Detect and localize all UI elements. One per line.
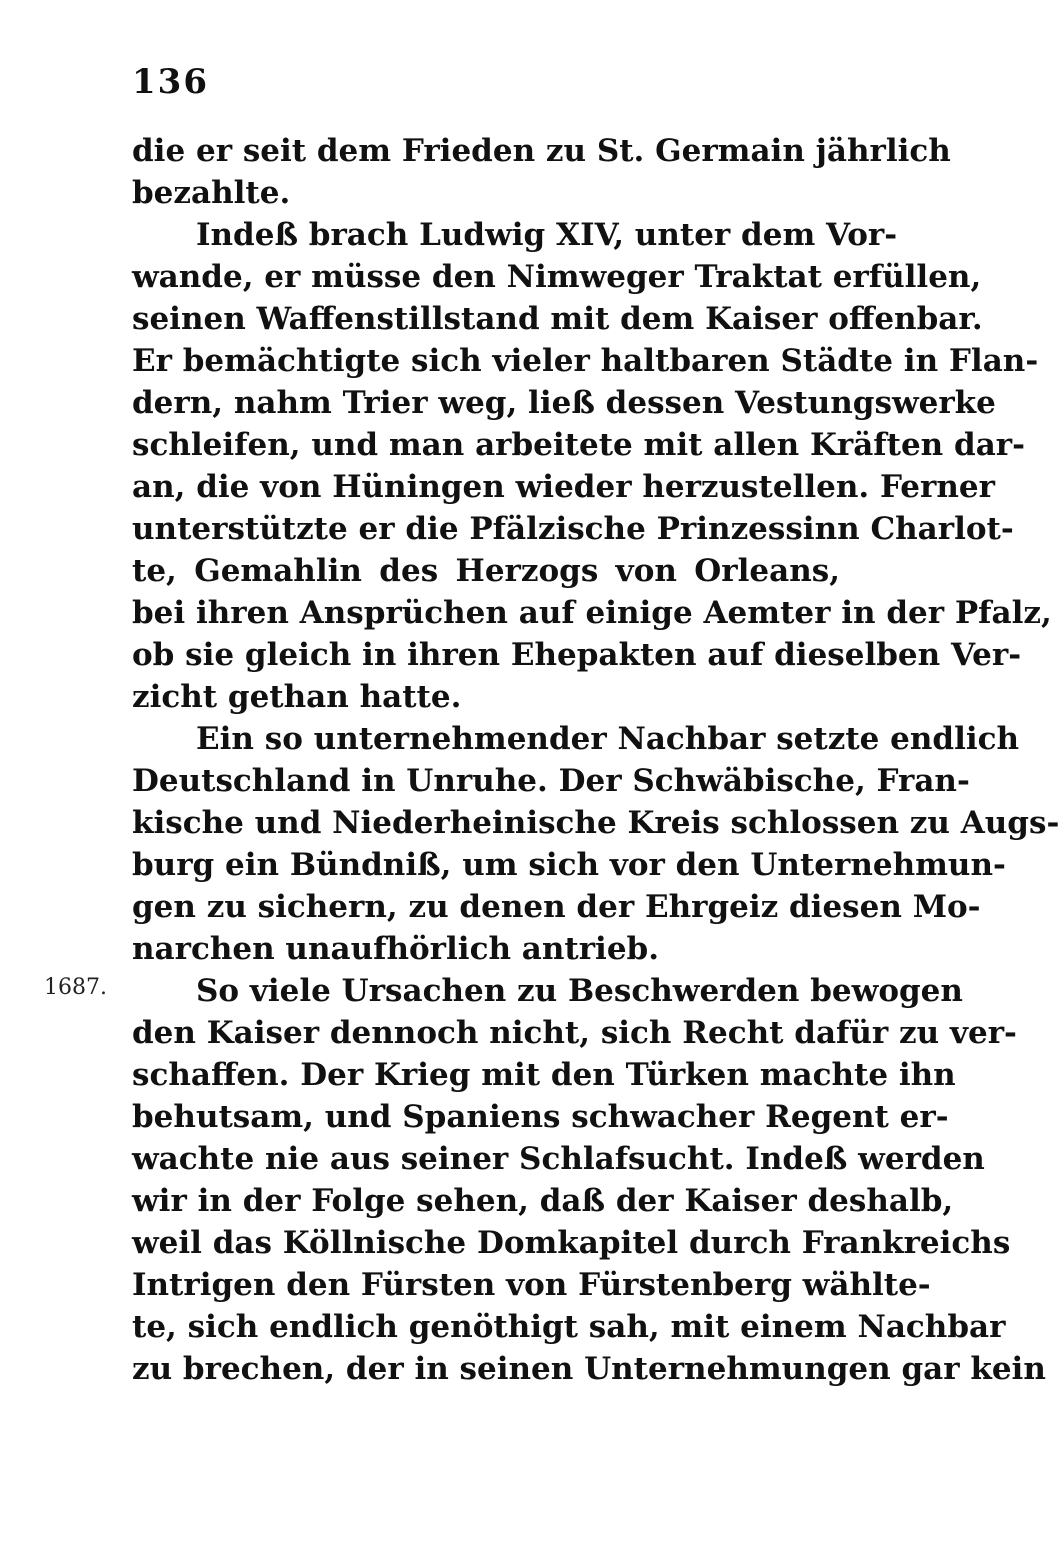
- text-line: wachte nie aus seiner Schlafsucht. Indeß werden: [132, 1141, 985, 1177]
- text-line: gen zu sichern, zu denen der Ehrgeiz diesen Mo-: [132, 889, 981, 925]
- text-line: die er seit dem Frieden zu St. Germain jährlich: [132, 133, 951, 169]
- text-line: bei ihren Ansprüchen auf einige Aemter in der Pfalz,: [132, 595, 1052, 631]
- text-line: te, Gemahlin des Herzogs von Orleans,: [132, 553, 840, 589]
- text-line: Indeß brach Ludwig XIV, unter dem Vor-: [196, 217, 898, 253]
- text-line: den Kaiser dennoch nicht, sich Recht dafür zu ver-: [132, 1015, 1017, 1051]
- text-line: schaffen. Der Krieg mit den Türken machte ihn: [132, 1057, 956, 1093]
- body-text: [132, 130, 1059, 1390]
- text-line: wande, er müsse den Nimweger Traktat erfüllen,: [132, 259, 982, 295]
- text-line: unterstützte er die Pfälzische Prinzessinn Charlot-: [132, 511, 1014, 547]
- text-line: bezahlte.: [132, 175, 291, 211]
- text-line: seinen Waffenstillstand mit dem Kaiser offenbar.: [132, 301, 983, 337]
- text-line: narchen unaufhörlich antrieb.: [132, 931, 660, 967]
- text-line: Er bemächtigte sich vieler haltbaren Städte in Flan-: [132, 343, 1039, 379]
- page-number: 136: [132, 62, 209, 102]
- text-line: burg ein Bündniß, um sich vor den Unternehmun-: [132, 847, 1006, 883]
- text-line: te, sich endlich genöthigt sah, mit einem Nachbar: [132, 1309, 1006, 1345]
- text-line: zicht gethan hatte.: [132, 679, 462, 715]
- text-line: Intrigen den Fürsten von Fürstenberg wählte-: [132, 1267, 931, 1303]
- text-line: So viele Ursachen zu Beschwerden bewogen: [196, 973, 963, 1009]
- text-line: zu brechen, der in seinen Unternehmungen gar kein: [132, 1351, 1046, 1387]
- text-line: an, die von Hüningen wieder herzustellen. Ferner: [132, 469, 995, 505]
- text-line: kische und Niederheinische Kreis schlossen zu Augs-: [132, 805, 1059, 841]
- text-line: dern, nahm Trier weg, ließ dessen Vestungswerke: [132, 385, 996, 421]
- text-line: wir in der Folge sehen, daß der Kaiser deshalb,: [132, 1183, 954, 1219]
- text-line: Ein so unternehmender Nachbar setzte endlich: [196, 721, 1020, 757]
- text-line: Deutschland in Unruhe. Der Schwäbische, Fran-: [132, 763, 970, 799]
- text-line: ob sie gleich in ihren Ehepakten auf dieselben Ver-: [132, 637, 1022, 673]
- text-line: weil das Köllnische Domkapitel durch Frankreichs: [132, 1225, 1011, 1261]
- text-line: schleifen, und man arbeitete mit allen Kräften dar-: [132, 427, 1025, 463]
- text-line: behutsam, und Spaniens schwacher Regent er-: [132, 1099, 949, 1135]
- margin-note-year: 1687.: [44, 975, 107, 1000]
